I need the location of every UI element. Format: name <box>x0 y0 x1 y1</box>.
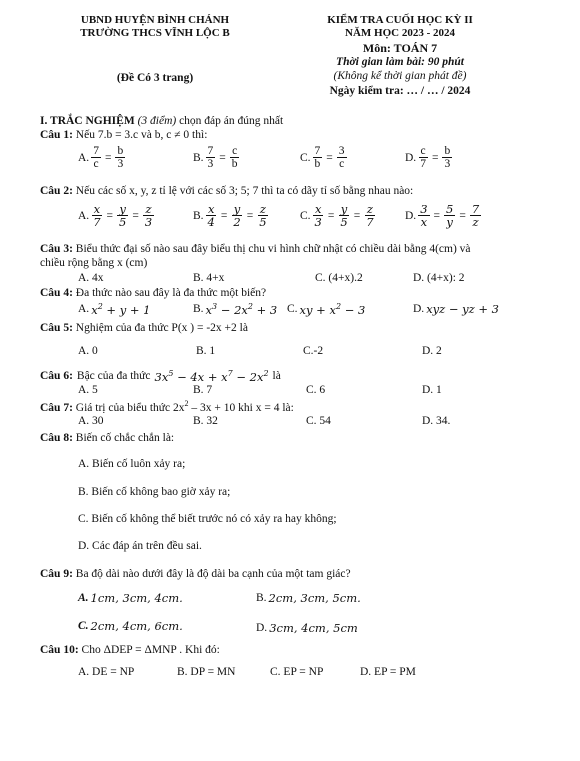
q1-frac-right-b <box>230 145 240 170</box>
q2-frac-c-2-numerator: z <box>366 202 373 216</box>
q2-frac-a-1 <box>117 203 128 228</box>
q6-after: là <box>272 370 281 383</box>
q10-option-b[interactable]: B. DP = MN <box>177 666 236 678</box>
q7-option-b[interactable]: B. 32 <box>193 415 218 427</box>
q9-letter-a: A. <box>78 592 89 604</box>
q9-text: Ba độ dài nào dưới đây là độ dài ba cạnh của một tam giác? <box>75 568 351 580</box>
q2-frac-d-1-denominator: y <box>446 215 453 230</box>
q9-value-b: 2cm, 3cm, 5cm. <box>268 591 361 605</box>
q1-frac-right-c-numerator: 3 <box>338 145 345 157</box>
section-title <box>40 115 283 127</box>
q7-label: Câu 7: <box>40 401 73 414</box>
section-title-rest: chọn đáp án đúng nhất <box>179 115 284 127</box>
q1-option-c[interactable] <box>300 145 347 170</box>
q1-frac-right-d-denominator: 3 <box>444 158 451 171</box>
q5-option-b[interactable]: B. 1 <box>196 345 216 357</box>
q3-option-a[interactable]: A. 4x <box>78 272 104 284</box>
q2-frac-b-1 <box>231 203 242 228</box>
q5-option-c[interactable]: C.-2 <box>303 345 324 357</box>
q4-option-d[interactable] <box>413 302 499 316</box>
q9-option-d[interactable] <box>256 621 358 635</box>
q4-letter-b: B. <box>193 303 204 316</box>
q4-label: Câu 4: <box>40 287 73 299</box>
q1-frac-right-a <box>115 145 125 170</box>
q1-frac-left-a-numerator: 7 <box>93 145 99 157</box>
q2-frac-a-2-denominator: 3 <box>144 215 153 230</box>
q1-letter-b: B. <box>193 151 204 164</box>
q9-value-a: 1cm, 3cm, 4cm. <box>90 591 183 605</box>
q1-frac-left-c <box>313 145 323 170</box>
duration: Thời gian làm bài: 90 phút <box>336 56 464 68</box>
q4-expr-b: $x^3 - 2x^2 + 3$ <box>205 302 278 317</box>
q2-frac-c-1-numerator: y <box>340 202 348 216</box>
q1-letter-c: C. <box>300 151 311 164</box>
q1-letter-d: D. <box>405 151 417 164</box>
q10-label: Câu 10: <box>40 644 79 656</box>
q7-option-c[interactable]: C. 54 <box>306 415 331 427</box>
q8-option-a[interactable]: A. Biến cố luôn xảy ra; <box>78 458 186 470</box>
q2-frac-b-0-numerator: x <box>207 202 215 216</box>
q6-text: Bậc của đa thức <box>76 370 151 383</box>
q2-equals-a-1: = <box>106 209 114 222</box>
q2-frac-d-2 <box>470 203 481 228</box>
q4-stem <box>40 287 266 299</box>
q10-option-d[interactable]: D. EP = PM <box>360 666 416 678</box>
q5-option-d[interactable]: D. 2 <box>422 345 442 357</box>
q1-frac-right-d <box>442 145 452 170</box>
exam-date: Ngày kiểm tra: … / … / 2024 <box>329 85 471 97</box>
q7-option-a[interactable]: A. 30 <box>78 415 104 427</box>
q1-frac-right-b-denominator: b <box>231 158 238 171</box>
q4-letter-c: C. <box>287 303 298 316</box>
q2-equals-a-2: = <box>132 209 139 222</box>
q7-exponent: 2 <box>184 399 189 408</box>
q5-text: Nghiệm của đa thức P(x ) = -2x +2 là <box>75 322 248 334</box>
q6-option-b[interactable]: B. 7 <box>193 384 213 396</box>
q3-text-line1: Biểu thức đại số nào sau đây biểu thị chu vi hình chữ nhật có chiều dài bằng 4(cm) và <box>75 243 471 255</box>
q2-frac-a-0 <box>91 203 102 228</box>
q2-option-c[interactable] <box>300 203 376 228</box>
q9-option-c[interactable] <box>78 619 183 633</box>
q2-letter-d: D. <box>405 209 417 222</box>
q6-polynomial: $3x^5 - 4x + x^7 - 2x^2$ <box>154 369 269 384</box>
q2-frac-c-0 <box>313 203 324 228</box>
q2-frac-c-2-denominator: 7 <box>366 215 374 230</box>
q1-frac-right-b-numerator: c <box>232 145 238 157</box>
q8-stem <box>40 432 174 444</box>
q2-frac-d-2-numerator: 7 <box>471 202 480 216</box>
q1-equals-c: = <box>326 151 333 164</box>
q1-frac-right-d-numerator: b <box>444 145 451 157</box>
q10-text: Cho ΔDEP = ΔMNP . Khi đó: <box>81 644 220 656</box>
q2-frac-c-0-denominator: 3 <box>314 215 322 230</box>
duration-note: (Không kể thời gian phát đề) <box>333 70 467 82</box>
q8-option-c[interactable]: C. Biến cố không thể biết trước nó có xảy ra hay không; <box>78 513 337 525</box>
q2-frac-c-1-denominator: 5 <box>340 215 348 230</box>
q2-frac-a-1-numerator: y <box>119 202 126 216</box>
q2-frac-d-1-numerator: 5 <box>446 202 454 216</box>
q9-letter-d: D. <box>256 622 268 634</box>
q1-letter-a: A. <box>78 151 90 164</box>
q4-option-c[interactable] <box>287 302 365 317</box>
q2-frac-c-1 <box>338 203 349 228</box>
q1-frac-left-c-numerator: 7 <box>314 145 321 157</box>
q2-equals-d-2: = <box>459 209 466 222</box>
q1-frac-left-d-numerator: c <box>420 145 426 157</box>
q1-frac-left-b-numerator: 7 <box>207 145 214 157</box>
pages-note: (Đề Có 3 trang) <box>116 72 194 84</box>
q4-expr-d: xyz − yz + 3 <box>426 302 499 316</box>
q2-frac-c-2 <box>364 203 375 228</box>
school-name: TRƯỜNG THCS VĨNH LỘC B <box>80 27 230 39</box>
q3-option-c[interactable]: C. (4+x).2 <box>315 272 363 284</box>
q8-option-d[interactable]: D. Các đáp án trên đều sai. <box>78 540 202 552</box>
q1-option-d[interactable] <box>405 145 452 170</box>
q6-option-d[interactable]: D. 1 <box>422 384 442 396</box>
q10-option-a[interactable]: A. DE = NP <box>78 666 135 678</box>
q3-text-line2: chiều rộng bằng x (cm) <box>40 257 148 269</box>
q2-frac-a-0-numerator: x <box>93 202 101 216</box>
section-title-points: (3 điểm) <box>137 115 177 127</box>
q2-equals-d-1: = <box>433 209 441 222</box>
q2-frac-b-2-numerator: z <box>259 202 266 216</box>
q1-frac-left-a <box>91 145 101 170</box>
subject: Môn: TOÁN 7 <box>362 41 438 55</box>
q8-option-b[interactable]: B. Biến cố không bao giờ xảy ra; <box>78 486 231 498</box>
q3-option-d[interactable]: D. (4+x): 2 <box>413 272 465 284</box>
q1-text: Nếu 7.b = 3.c và b, c ≠ 0 thì: <box>75 129 208 141</box>
q2-frac-b-1-denominator: 2 <box>233 215 241 230</box>
q9-value-d: 3cm, 4cm, 5cm <box>269 621 358 635</box>
q2-frac-a-1-denominator: 5 <box>119 215 127 230</box>
q4-letter-a: A. <box>78 303 90 316</box>
q1-equals-d: = <box>431 151 439 164</box>
q4-expr-c: xy + $x^2 - 3$ <box>299 302 366 317</box>
q10-stem <box>40 644 220 656</box>
q6-stem <box>40 369 281 384</box>
exam-title: KIỂM TRA CUỐI HỌC KỲ II <box>327 14 473 26</box>
q2-equals-b-1: = <box>220 209 228 222</box>
q9-letter-b: B. <box>256 592 267 604</box>
q2-frac-d-0 <box>418 203 429 228</box>
q1-frac-left-c-denominator: b <box>314 158 321 171</box>
q4-letter-d: D. <box>413 303 425 315</box>
q2-stem <box>40 185 413 197</box>
q1-frac-left-b-denominator: 3 <box>207 158 214 171</box>
q2-frac-a-2 <box>143 203 154 228</box>
q2-option-b[interactable] <box>193 203 269 228</box>
q1-equals-b: = <box>219 151 226 164</box>
q5-option-a[interactable]: A. 0 <box>78 345 98 357</box>
q2-equals-c-1: = <box>327 209 335 222</box>
q1-frac-right-c-denominator: c <box>339 158 345 171</box>
q1-frac-left-d-denominator: 7 <box>420 158 426 171</box>
q2-label: Câu 2: <box>40 185 73 197</box>
q2-frac-d-0-denominator: x <box>420 215 428 230</box>
q3-label: Câu 3: <box>40 243 73 255</box>
q2-option-d[interactable] <box>405 203 481 228</box>
q2-frac-a-2-numerator: z <box>145 202 152 216</box>
q2-frac-b-0-denominator: 4 <box>207 215 215 230</box>
q1-frac-right-a-numerator: b <box>117 145 124 157</box>
q9-letter-c: C. <box>78 620 89 632</box>
q1-option-a[interactable] <box>78 145 125 170</box>
q4-text: Đa thức nào sau đây là đa thức một biến? <box>75 287 267 299</box>
q9-value-c: 2cm, 4cm, 6cm. <box>90 619 183 633</box>
q1-label: Câu 1: <box>40 129 73 141</box>
q5-label: Câu 5: <box>40 322 73 334</box>
q3-stem <box>40 243 471 255</box>
q2-frac-c-0-numerator: x <box>314 202 322 216</box>
q2-letter-a: A. <box>78 209 90 222</box>
q2-frac-b-1-numerator: y <box>233 202 241 216</box>
q2-frac-b-0 <box>206 203 217 228</box>
q1-stem <box>40 129 207 141</box>
q2-frac-d-0-numerator: 3 <box>420 202 428 216</box>
q7-text-after: – 3x + 10 khi x = 4 là: <box>188 401 294 414</box>
q2-text: Nếu các số x, y, z tỉ lệ với các số 3; 5; 7 thì ta có dãy tỉ số bằng nhau nào: <box>75 185 414 197</box>
q2-equals-b-2: = <box>246 209 254 222</box>
q5-stem <box>40 322 248 334</box>
school-year: NĂM HỌC 2023 - 2024 <box>345 27 455 39</box>
q9-option-b[interactable] <box>256 591 361 605</box>
section-title-main: I. TRẮC NGHIỆM <box>40 115 135 127</box>
q7-option-d[interactable]: D. 34. <box>422 415 451 427</box>
q4-expr-a: $x^2 + y + 1$ <box>91 302 151 317</box>
q1-frac-left-a-denominator: c <box>93 158 99 171</box>
q7-stem <box>40 399 294 414</box>
q1-frac-left-d <box>418 145 428 170</box>
q3-option-b[interactable]: B. 4+x <box>193 272 225 284</box>
q8-label: Câu 8: <box>40 432 73 444</box>
q2-frac-b-2-denominator: 5 <box>259 215 267 230</box>
q2-frac-b-2 <box>257 203 268 228</box>
q6-option-a[interactable]: A. 5 <box>78 384 98 396</box>
q1-frac-left-b <box>206 145 216 170</box>
q4-option-a[interactable] <box>78 302 151 317</box>
q1-frac-right-c <box>337 145 347 170</box>
q9-stem <box>40 568 351 580</box>
q2-option-a[interactable] <box>78 203 154 228</box>
q10-option-c[interactable]: C. EP = NP <box>270 666 324 678</box>
q6-label: Câu 6: <box>40 370 73 383</box>
school-district: UBND HUYỆN BÌNH CHÁNH <box>80 14 230 26</box>
q6-option-c[interactable]: C. 6 <box>306 384 326 396</box>
q1-frac-right-a-denominator: 3 <box>117 158 124 171</box>
q9-label: Câu 9: <box>40 568 73 580</box>
q2-frac-d-1 <box>444 203 455 228</box>
q1-option-b[interactable] <box>193 145 240 170</box>
q9-option-a[interactable] <box>78 591 183 605</box>
q2-frac-a-0-denominator: 7 <box>93 215 101 230</box>
q2-equals-c-2: = <box>353 209 361 222</box>
q2-frac-d-2-denominator: z <box>472 215 479 230</box>
q1-equals-a: = <box>104 151 112 164</box>
q8-text: Biến cố chắc chắn là: <box>75 432 175 444</box>
q2-letter-b: B. <box>193 209 204 222</box>
q4-option-b[interactable] <box>193 302 277 317</box>
q7-text-before: Giá trị của biểu thức 2x <box>75 401 185 414</box>
q2-letter-c: C. <box>300 209 311 222</box>
